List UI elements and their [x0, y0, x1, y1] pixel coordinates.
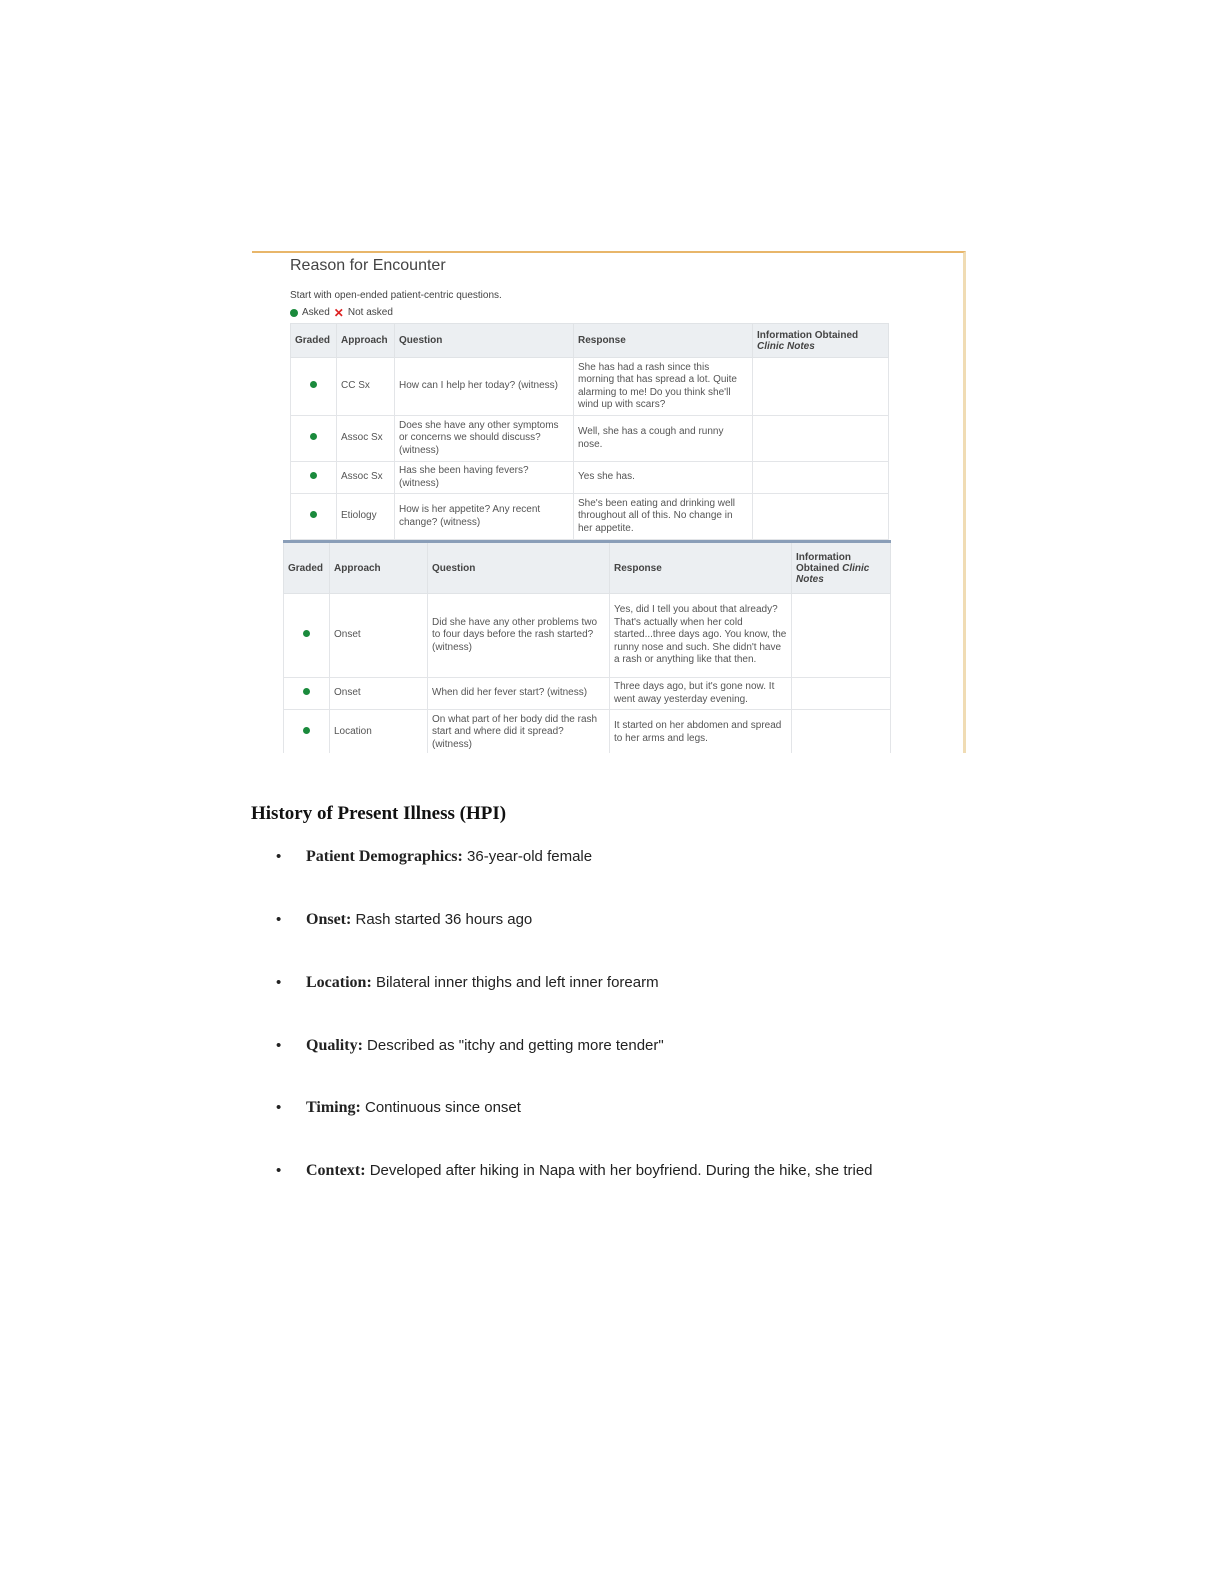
col-question: Question: [395, 324, 574, 358]
asked-dot-icon: [310, 381, 317, 388]
table-row: [291, 358, 889, 416]
question-cell: Has she been having fevers? (witness): [395, 462, 574, 494]
notes-cell: [753, 462, 889, 494]
col-approach: Approach: [337, 324, 395, 358]
hpi-heading: History of Present Illness (HPI): [251, 803, 507, 824]
response-cell: Three days ago, but it's gone now. It went away yesterday evening.: [610, 678, 792, 710]
response-cell: Yes she has.: [574, 462, 753, 494]
table-row: [284, 710, 891, 754]
bullet-icon: •: [276, 1162, 282, 1179]
approach-cell: Onset: [330, 594, 428, 678]
question-cell: Did she have any other problems two to four days before the rash started? (witness): [428, 594, 610, 678]
approach-cell: Assoc Sx: [337, 462, 395, 494]
asked-dot-icon: [310, 511, 317, 518]
table-row: [291, 416, 889, 462]
legend: [290, 307, 393, 318]
table-row: [284, 678, 891, 710]
asked-dot-icon: [303, 630, 310, 637]
col-info: Information Obtained Clinic Notes: [753, 324, 889, 358]
col-approach: Approach: [330, 542, 428, 594]
response-cell: She's been eating and drinking well throughout all of this. No change in her appetite.: [574, 494, 753, 540]
asked-dot-icon: [303, 688, 310, 695]
asked-dot-icon: [310, 433, 317, 440]
table-row: [284, 594, 891, 678]
approach-cell: Onset: [330, 678, 428, 710]
bullet-icon: •: [276, 1099, 282, 1116]
notes-cell: [753, 494, 889, 540]
list-item: • Patient Demographics: 36-year-old female: [276, 848, 593, 865]
notes-cell: [792, 594, 891, 678]
col-response: Response: [610, 542, 792, 594]
bullet-icon: •: [276, 974, 282, 991]
list-item: • Timing: Continuous since onset: [276, 1099, 521, 1116]
notes-cell: [792, 678, 891, 710]
table-row: [291, 494, 889, 540]
question-cell: How can I help her today? (witness): [395, 358, 574, 416]
asked-dot-icon: [310, 472, 317, 479]
list-item: • Context: Developed after hiking in Napa with her boyfriend. During the hike, she tried: [276, 1162, 873, 1179]
bullet-icon: •: [276, 911, 282, 928]
list-item: • Location: Bilateral inner thighs and left inner forearm: [276, 974, 659, 991]
col-response: Response: [574, 324, 753, 358]
col-graded: Graded: [284, 542, 330, 594]
list-item: • Onset: Rash started 36 hours ago: [276, 911, 533, 928]
question-cell: Does she have any other symptoms or concerns we should discuss? (witness): [395, 416, 574, 462]
legend-asked-label: Asked: [302, 307, 330, 318]
approach-cell: CC Sx: [337, 358, 395, 416]
response-cell: Yes, did I tell you about that already? That's actually when her cold started...three days ago. You know, the runny nose and such. She didn't have a rash or anything like that then.: [610, 594, 792, 678]
not-asked-x-icon: ✕: [333, 305, 344, 320]
col-info: Information Obtained Clinic Notes: [792, 542, 891, 594]
notes-cell: [753, 358, 889, 416]
response-cell: Well, she has a cough and runny nose.: [574, 416, 753, 462]
col-question: Question: [428, 542, 610, 594]
notes-cell: [792, 710, 891, 754]
table-row: [291, 462, 889, 494]
approach-cell: Etiology: [337, 494, 395, 540]
legend-not-asked-label: Not asked: [347, 307, 393, 318]
response-cell: It started on her abdomen and spread to her arms and legs.: [610, 710, 792, 754]
bullet-icon: •: [276, 1037, 282, 1054]
question-cell: When did her fever start? (witness): [428, 678, 610, 710]
list-item: • Quality: Described as "itchy and getting more tender": [276, 1037, 664, 1054]
col-graded: Graded: [291, 324, 337, 358]
approach-cell: Assoc Sx: [337, 416, 395, 462]
encounter-table-2: [283, 540, 891, 753]
question-cell: On what part of her body did the rash start and where did it spread? (witness): [428, 710, 610, 754]
notes-cell: [753, 416, 889, 462]
bullet-icon: •: [276, 848, 282, 865]
question-cell: How is her appetite? Any recent change? (witness): [395, 494, 574, 540]
embedded-screenshot: [252, 251, 966, 753]
section-title: Reason for Encounter: [290, 257, 446, 274]
asked-dot-icon: [303, 727, 310, 734]
approach-cell: Location: [330, 710, 428, 754]
encounter-table-1: [290, 323, 889, 540]
response-cell: She has had a rash since this morning that has spread a lot. Quite alarming to me! Do you think she'll wind up with scars?: [574, 358, 753, 416]
asked-dot-icon: [290, 309, 298, 317]
instructions-text: Start with open-ended patient-centric questions.: [290, 290, 502, 301]
